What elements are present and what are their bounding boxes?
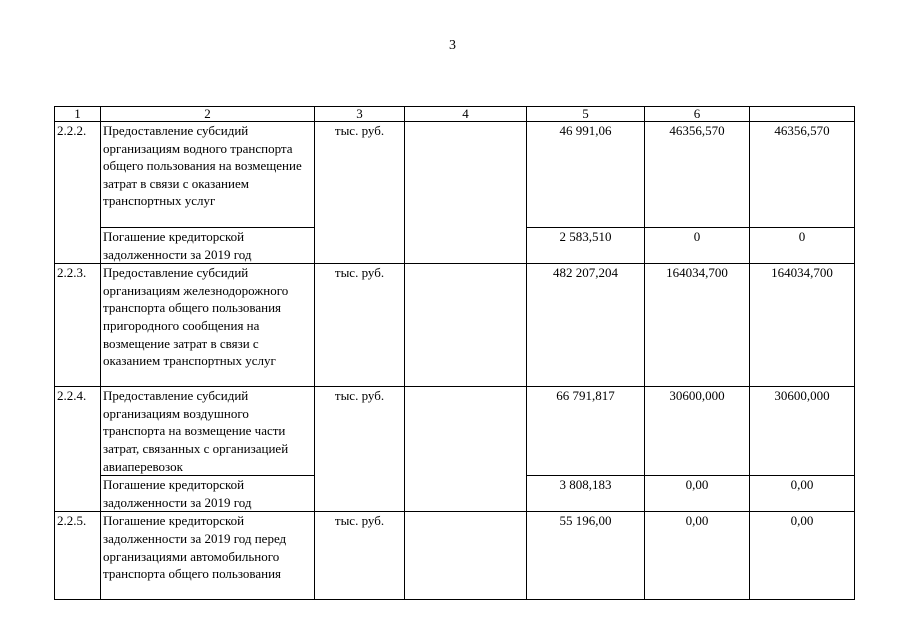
row-col7: 30600,000 — [750, 387, 855, 476]
row-unit: тыс. руб. — [315, 122, 405, 264]
page-number: 3 — [449, 38, 456, 53]
budget-table — [54, 106, 855, 600]
row-description: Предоставление субсидий организациям водного транспорта общего пользования на возмещение затрат в связи с оказанием транспортных услуг — [101, 122, 315, 228]
row-col7: 0,00 — [750, 476, 855, 512]
row-col6: 0,00 — [645, 512, 750, 600]
row-col5: 3 808,183 — [527, 476, 645, 512]
row-col5: 66 791,817 — [527, 387, 645, 476]
row-col4 — [405, 512, 527, 600]
row-col6: 164034,700 — [645, 264, 750, 387]
row-description: Погашение кредиторской задолженности за 2019 год — [101, 476, 315, 512]
header-cell-3: 3 — [315, 107, 405, 122]
row-col7: 0 — [750, 228, 855, 264]
row-col6: 0,00 — [645, 476, 750, 512]
row-unit: тыс. руб. — [315, 264, 405, 387]
row-number: 2.2.5. — [55, 512, 101, 600]
header-cell-2: 2 — [101, 107, 315, 122]
row-col6: 0 — [645, 228, 750, 264]
table-row — [55, 387, 855, 476]
row-col7: 0,00 — [750, 512, 855, 600]
header-cell-6: 6 — [645, 107, 750, 122]
row-col5: 482 207,204 — [527, 264, 645, 387]
row-col7: 46356,570 — [750, 122, 855, 228]
row-col4 — [405, 122, 527, 264]
row-col6: 46356,570 — [645, 122, 750, 228]
row-unit: тыс. руб. — [315, 387, 405, 512]
row-col7: 164034,700 — [750, 264, 855, 387]
row-col4 — [405, 387, 527, 512]
row-col5: 55 196,00 — [527, 512, 645, 600]
header-row — [55, 107, 855, 122]
row-unit: тыс. руб. — [315, 512, 405, 600]
row-description: Предоставление субсидий организациям воздушного транспорта на возмещение части затрат, связанных с организацией авиаперевозок — [101, 387, 315, 476]
header-cell-7 — [750, 107, 855, 122]
row-col4 — [405, 264, 527, 387]
row-description: Погашение кредиторской задолженности за 2019 год перед организациями автомобильного транспорта общего пользования — [101, 512, 315, 600]
table-row — [55, 122, 855, 228]
row-col6: 30600,000 — [645, 387, 750, 476]
header-cell-1: 1 — [55, 107, 101, 122]
header-cell-4: 4 — [405, 107, 527, 122]
row-col5: 46 991,06 — [527, 122, 645, 228]
row-description: Предоставление субсидий организациям железнодорожного транспорта общего пользования пригородного сообщения на возмещение затрат в связи с оказанием транспортных услуг — [101, 264, 315, 387]
row-description: Погашение кредиторской задолженности за 2019 год — [101, 228, 315, 264]
row-number: 2.2.3. — [55, 264, 101, 387]
header-cell-5: 5 — [527, 107, 645, 122]
row-number: 2.2.4. — [55, 387, 101, 512]
row-col5: 2 583,510 — [527, 228, 645, 264]
table-row — [55, 264, 855, 387]
table-row — [55, 512, 855, 600]
row-number: 2.2.2. — [55, 122, 101, 264]
